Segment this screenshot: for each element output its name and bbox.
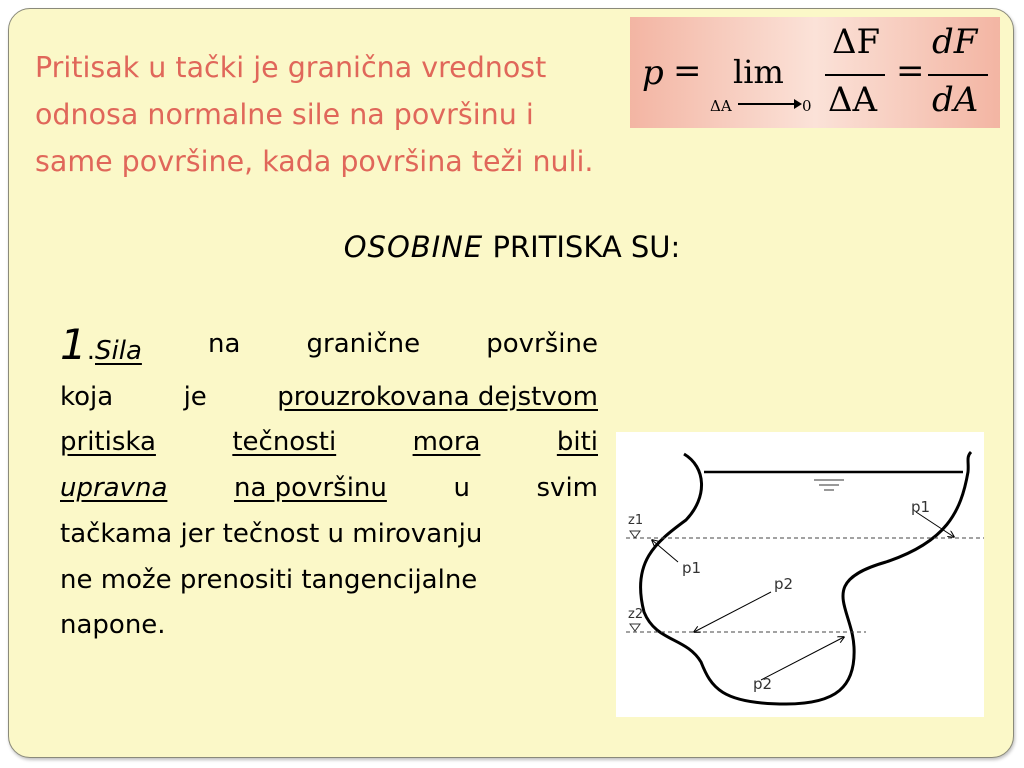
formula-numerator-delta: ΔF: [832, 22, 881, 62]
formula-p: p: [642, 53, 664, 93]
pressure-formula: [630, 17, 1000, 128]
line-text: tačkama jer tečnost u mirovanju: [60, 518, 483, 549]
formula-arrow-icon: [738, 103, 800, 105]
word: svim: [536, 473, 598, 504]
label-p1-right: p1: [911, 498, 931, 516]
p1-left-arrow: [652, 540, 678, 562]
line-text: ne može prenositi tangencijalne: [60, 564, 478, 595]
word: pritiska: [60, 427, 156, 458]
word: granične: [306, 329, 421, 359]
term-sila: Sila: [95, 336, 142, 366]
word: u: [453, 473, 470, 504]
formula-equals-2: =: [896, 51, 925, 91]
definition-line-1: Pritisak u tački je granična vrednost: [35, 51, 547, 84]
section-heading: [0, 230, 1024, 264]
property-line-4: [60, 466, 598, 512]
property-line-7: [60, 603, 598, 649]
level-z2-marker: [630, 624, 640, 631]
p2-bottom-arrow: [761, 637, 844, 680]
label-p1-left: p1: [682, 559, 702, 577]
label-p2-top: p2: [774, 575, 794, 593]
property-line-1: [60, 322, 598, 375]
word: mora: [412, 427, 481, 458]
formula-lim-zero: 0: [802, 97, 812, 115]
heading-italic: OSOBINE: [343, 230, 484, 264]
property-line-6: [60, 558, 598, 604]
word: površine: [486, 329, 598, 359]
word: je: [183, 381, 207, 412]
definition-line-3: same površine, kada površina teži nuli.: [35, 145, 594, 178]
word: biti: [556, 427, 598, 458]
word: na: [208, 329, 241, 359]
term-na-povrsinu: na površinu: [233, 473, 387, 504]
formula-numerator-diff: dF: [932, 22, 978, 62]
p2-top-arrow: [694, 592, 771, 632]
formula-fraction-bar-1: [825, 74, 885, 76]
word: koja: [60, 381, 114, 412]
definition-line-2: odnosa normalne sile na površinu i: [35, 98, 534, 131]
property-line-5: [60, 512, 598, 558]
label-z2: z2: [628, 607, 644, 622]
label-p2-bottom: p2: [753, 675, 773, 693]
level-z1-marker: [630, 531, 640, 538]
property-1-text: [60, 322, 598, 649]
vessel-pressure-diagram: [616, 432, 984, 717]
label-z1: z1: [628, 513, 644, 528]
word: tečnosti: [232, 427, 337, 458]
term-upravna: upravna: [60, 473, 168, 504]
vessel-wall: [640, 452, 971, 704]
property-number-dot: .: [86, 336, 95, 366]
line-text: napone.: [60, 610, 166, 641]
property-number: 1: [60, 320, 87, 369]
formula-lim: lim: [733, 53, 784, 91]
definition-text: [35, 44, 695, 185]
formula-equals-1: =: [673, 51, 702, 91]
formula-lim-subscript: ΔA: [710, 97, 732, 115]
formula-fraction-bar-2: [928, 74, 988, 76]
property-line-2: [60, 375, 598, 421]
property-line-3: [60, 420, 598, 466]
formula-denominator-diff: dA: [932, 80, 979, 120]
formula-denominator-delta: ΔA: [828, 80, 878, 120]
vessel-diagram-svg: [616, 432, 984, 717]
heading-rest: PRITISKA SU:: [492, 230, 681, 264]
term-prouzrokovana: prouzrokovana dejstvom: [277, 381, 598, 412]
